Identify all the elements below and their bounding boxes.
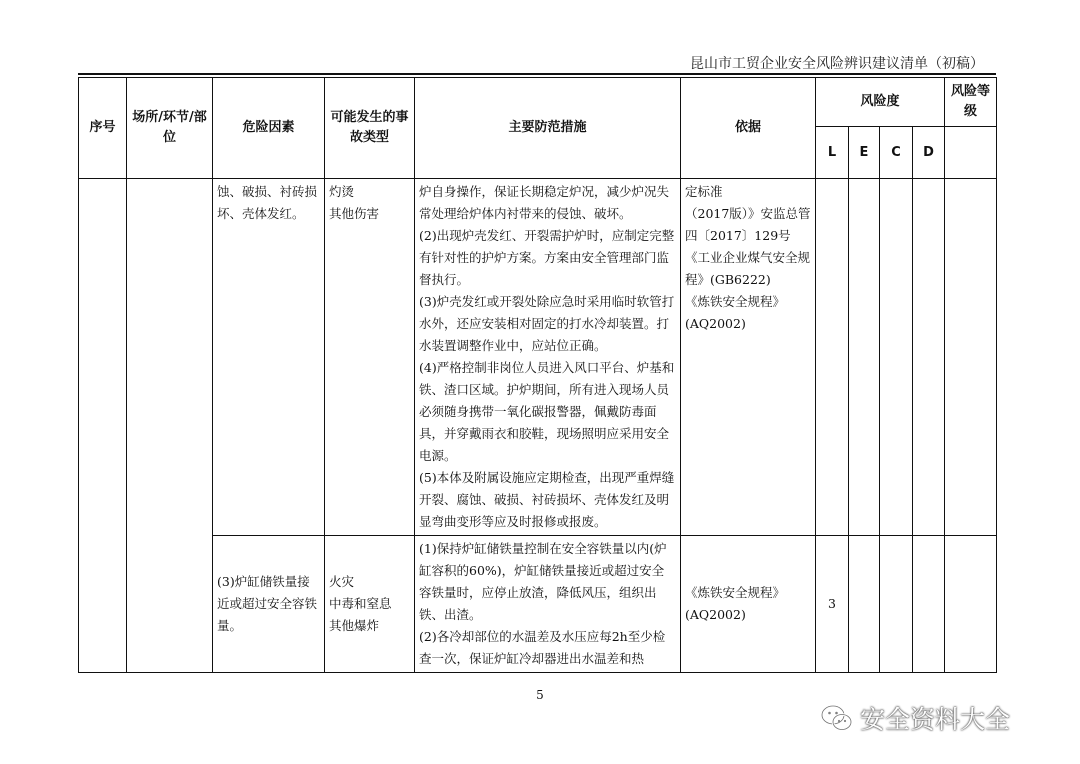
measure-item: (5)本体及附属设施应定期检查，出现严重焊缝开裂、腐蚀、破损、衬砖损坏、壳体发红及明显弯曲变形等应及时报修或报废。 xyxy=(419,470,675,529)
basis-item: 《炼铁安全规程》(AQ2002) xyxy=(685,585,786,622)
header-hazard: 危险因素 xyxy=(213,78,325,179)
accident-type: 中毒和窒息 xyxy=(329,596,392,611)
cell-hazard xyxy=(213,536,325,673)
accident-type: 其他爆炸 xyxy=(329,618,380,633)
wechat-icon xyxy=(820,703,854,733)
cell-L xyxy=(816,179,849,536)
header-C: C xyxy=(880,127,913,179)
cell-E xyxy=(849,536,880,673)
basis-item: 定标准 xyxy=(685,184,723,199)
basis-item: 《工业企业煤气安全规程》(GB6222) xyxy=(685,250,811,287)
cell-level xyxy=(945,179,997,536)
header-accident: 可能发生的事故类型 xyxy=(325,78,415,179)
measure-item: (2)出现炉壳发红、开裂需护炉时，应制定完整有针对性的护炉方案。方案由安全管理部门监督执行。 xyxy=(419,228,675,287)
cell-L: 3 xyxy=(816,536,849,673)
cell-accident xyxy=(325,536,415,673)
cell-basis xyxy=(681,536,816,673)
cell-hazard xyxy=(213,179,325,536)
watermark xyxy=(820,698,1010,738)
cell-level xyxy=(945,536,997,673)
basis-item: （2017版）》安监总管四〔2017〕129号 xyxy=(685,206,811,243)
cell-D xyxy=(913,536,945,673)
header-L: L xyxy=(816,127,849,179)
cell-basis xyxy=(681,179,816,536)
basis-item: 《炼铁安全规程》(AQ2002) xyxy=(685,294,786,331)
table-row xyxy=(79,179,997,536)
hazard-text: 蚀、破损、衬砖损坏、壳体发红。 xyxy=(217,184,318,221)
measure-item: (4)严格控制非岗位人员进入风口平台、炉基和铁、渣口区域。护炉期间，所有进入现场人员必须随身携带一氧化碳报警器，佩戴防毒面具，并穿戴雨衣和胶鞋，现场照明应采用安全电源。 xyxy=(419,360,675,463)
cell-measures xyxy=(415,179,681,536)
cell-measures xyxy=(415,536,681,673)
cell-seq xyxy=(79,179,127,673)
header-measures: 主要防范措施 xyxy=(415,78,681,179)
watermark-text: 安全资料大全 xyxy=(860,705,1011,734)
page-number: 5 xyxy=(536,688,544,702)
cell-D xyxy=(913,179,945,536)
table-row xyxy=(79,536,997,673)
cell-E xyxy=(849,179,880,536)
measure-item: (2)各冷却部位的水温差及水压应每2h至少检查一次，保证炉缸冷却器进出水温差和热 xyxy=(419,629,666,666)
cell-C xyxy=(880,179,913,536)
header-seq: 序号 xyxy=(79,78,127,179)
accident-type: 火灾 xyxy=(329,574,355,589)
header-risk-level: 风险等级 xyxy=(945,78,997,127)
cell-C xyxy=(880,536,913,673)
header-basis: 依据 xyxy=(681,78,816,179)
accident-type: 灼烫 xyxy=(329,184,355,199)
hazard-text: (3)炉缸储铁量接近或超过安全容铁量。 xyxy=(217,574,318,633)
cell-location xyxy=(127,179,213,673)
measure-item: (3)炉壳发红或开裂处除应急时采用临时软管打水外，还应安装相对固定的打水冷却装置。打水装置调整作业中，应站位正确。 xyxy=(419,294,675,353)
measure-item: 炉自身操作，保证长期稳定炉况，减少炉况失常处理给炉体内衬带来的侵蚀、破坏。 xyxy=(419,184,670,221)
cell-accident xyxy=(325,179,415,536)
header-rule xyxy=(78,73,996,75)
header-location: 场所/环节/部位 xyxy=(127,78,213,179)
header-risk-degree: 风险度 xyxy=(816,78,945,127)
accident-type: 其他伤害 xyxy=(329,206,380,221)
header-level-empty xyxy=(945,127,997,179)
document-header-title: 昆山市工贸企业安全风险辨识建议清单（初稿） xyxy=(690,56,984,72)
risk-identification-table xyxy=(78,77,997,673)
header-E: E xyxy=(849,127,880,179)
header-D: D xyxy=(913,127,945,179)
table-header-row xyxy=(79,78,997,127)
measure-item: (1)保持炉缸储铁量控制在安全容铁量以内(炉缸容积的60%)，炉缸储铁量接近或超过安全容铁量时，应停止放渣，降低风压，组织出铁、出渣。 xyxy=(419,541,667,622)
